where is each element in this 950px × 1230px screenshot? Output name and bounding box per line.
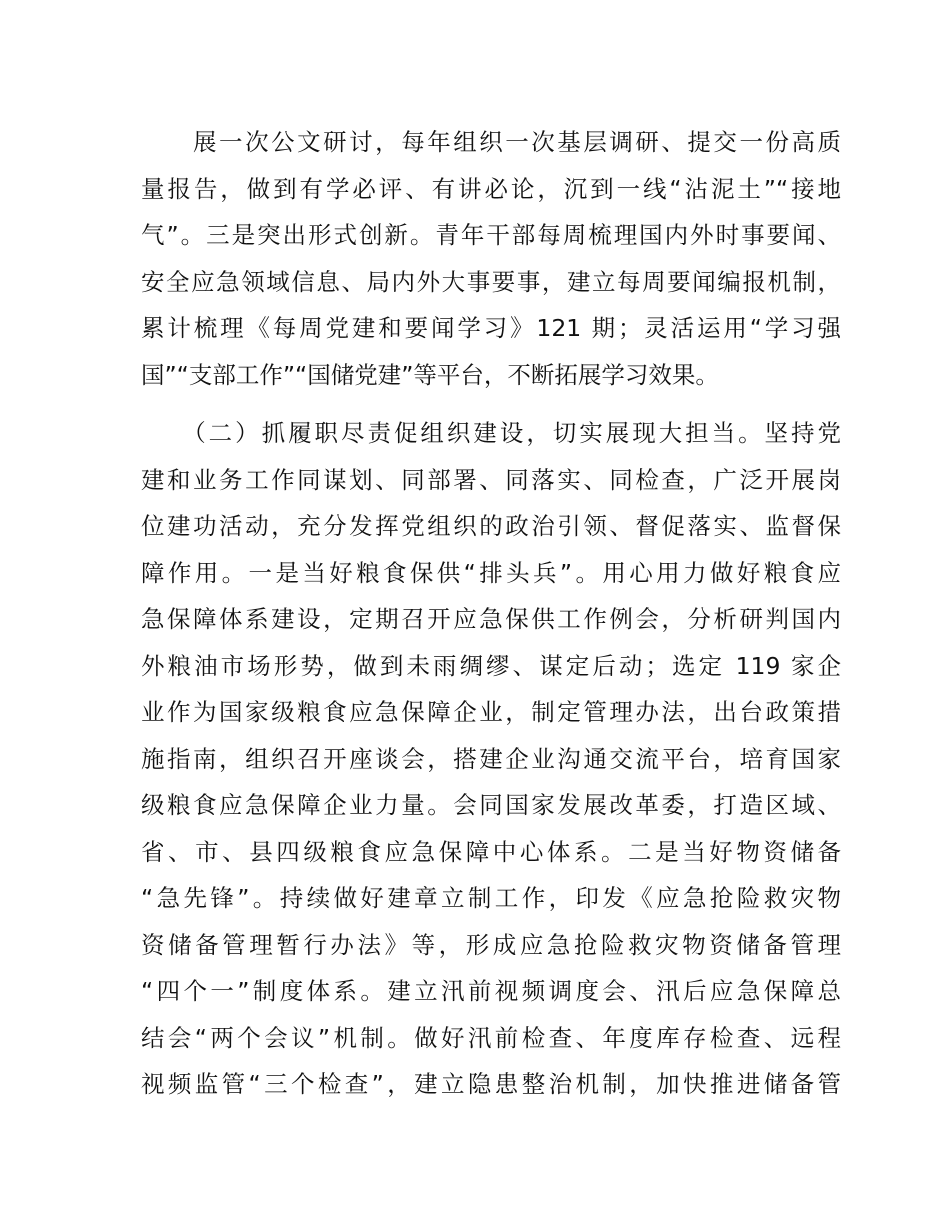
text-line: 位建功活动，充分发挥党组织的政治引领、督促落实、监督保 (141, 512, 841, 540)
text-line: 建和业务工作同谋划、同部署、同落实、同检查，广泛开展岗 (141, 465, 841, 494)
text-line: （二）抓履职尽责促组织建设，切实展现大担当。坚持党 (141, 419, 841, 447)
text-line: 级粮食应急保障企业力量。会同国家发展改革委，打造区域、 (141, 791, 841, 819)
text-line: 量报告，做到有学必评、有讲必论，沉到一线“沾泥土”“接地 (141, 174, 841, 203)
text-line: “急先锋”。持续做好建章立制工作，印发《应急抢险救灾物 (141, 884, 841, 912)
text-line: 展一次公文研讨，每年组织一次基层调研、提交一份高质 (141, 128, 841, 156)
document-body (141, 119, 841, 1108)
text-line: 外粮油市场形势，做到未雨绸缪、谋定后动；选定 119 家企 (141, 651, 841, 680)
text-line: 障作用。一是当好粮食保供“排头兵”。用心用力做好粮食应 (141, 558, 841, 587)
text-line: 结会“两个会议”机制。做好汛前检查、年度库存检查、远程 (141, 1023, 841, 1052)
text-line: 安全应急领域信息、局内外大事要事，建立每周要闻编报机制， (141, 267, 841, 296)
text-line: 国”“支部工作”“国储党建”等平台，不断拓展学习效果。 (141, 360, 719, 389)
text-line: 资储备管理暂行办法》等，形成应急抢险救灾物资储备管理 (141, 930, 841, 959)
text-line: 省、市、县四级粮食应急保障中心体系。二是当好物资储备 (141, 837, 841, 866)
text-line: 急保障体系建设，定期召开应急保供工作例会，分析研判国内 (141, 605, 841, 633)
paragraph-2 (141, 410, 841, 1108)
text-line: 视频监管“三个检查”，建立隐患整治机制，加快推进储备管 (141, 1070, 841, 1098)
text-line: 业作为国家级粮食应急保障企业，制定管理办法，出台政策措 (141, 698, 841, 726)
text-line: 气”。三是突出形式创新。青年干部每周梳理国内外时事要闻、 (141, 221, 841, 249)
text-line: 累计梳理《每周党建和要闻学习》121 期；灵活运用“学习强 (141, 314, 841, 342)
paragraph-gap (141, 398, 841, 410)
text-line: “四个一”制度体系。建立汛前视频调度会、汛后应急保障总 (141, 977, 841, 1005)
paragraph-1 (141, 119, 841, 398)
text-line: 施指南，组织召开座谈会，搭建企业沟通交流平台，培育国家 (141, 744, 841, 773)
